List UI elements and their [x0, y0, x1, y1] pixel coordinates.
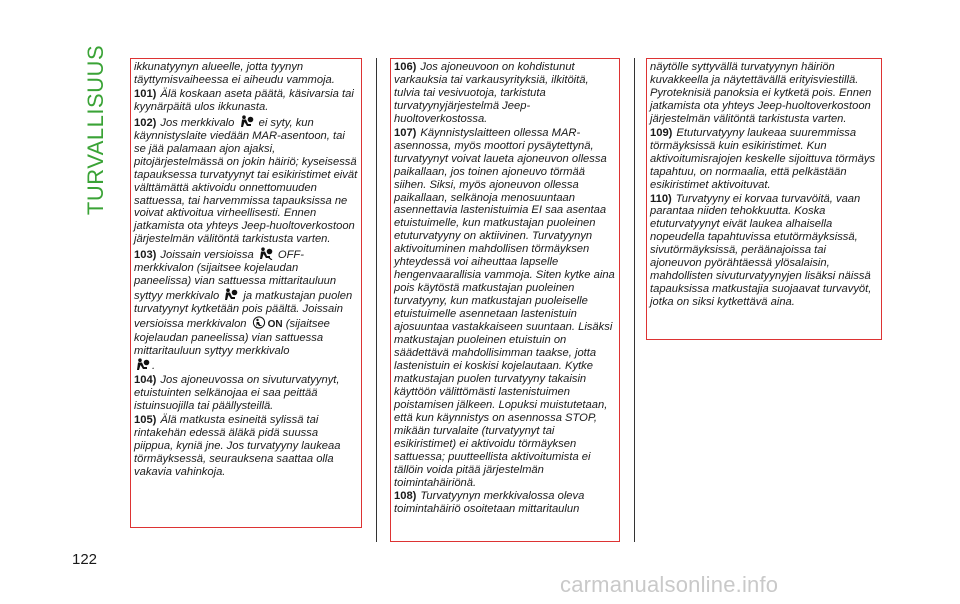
note-text: Älä matkusta esineitä sylissä tai rintakehän edessä äläkä pidä suussa piippua, kyniä jne. Jos turvatyyny laukeaa törmäyksessä, seurauksena saattaa olla vakavia vahinkoja.	[134, 413, 341, 478]
note-text: OFF-merkkivalon (sijaitsee kojelaudan paneelissa) vian sattuessa mittaritauluun syttyy merkkivalo	[134, 249, 337, 303]
note-108	[394, 490, 616, 516]
note-110	[650, 193, 878, 310]
note-text: Jos ajoneuvoon on kohdistunut varkauksia tai varkausyrityksiä, ilkitöitä, tulvia tai vesivuotoja, tarkistuta turvatyynyjärjestelmä Jeep-huoltoverkostossa.	[394, 61, 589, 125]
note-106	[394, 61, 616, 126]
page-number: 122	[72, 551, 98, 568]
note-number: 110)	[650, 192, 672, 205]
note-101	[134, 88, 358, 114]
airbag-warning-icon	[240, 115, 254, 128]
note-109	[650, 127, 878, 192]
note-text: Turvatyyny ei korvaa turvavöitä, vaan parantaa niiden tehokkuutta. Koska etuturvatyynyt eivät laukea alhaisella nopeudella tapahtuvissa etutörmäyksissä, sivutörmäyksissä, peräänajoissa tai ajoneuvon pyörähtäessä ylösalaisin, mahdollisten sivuturvatyynyjen lisäksi näissä tapauksissa matkustajia suojaavat turvavyöt, jotka on siksi kytkettävä aina.	[650, 192, 872, 309]
note-107	[394, 127, 616, 490]
note-text: Etuturvatyyny laukeaa suuremmissa törmäyksissä kuin esikiristimet. Kun aktivoitumisrajojen keskelle sijoittuva törmäys tapahtuu, on normaalia, että pelkästään esikiristimet aktivoituvat.	[650, 126, 876, 191]
note-number: 104)	[134, 373, 157, 386]
note-102	[134, 115, 358, 247]
note-number: 108)	[394, 490, 417, 503]
airbag-off-icon	[259, 247, 273, 260]
column-1	[130, 58, 362, 528]
note-text: Jos ajoneuvossa on sivuturvatyynyt, etuistuinten selkänojaa ei saa peittää istuinsuojilla tai päällysteillä.	[134, 373, 340, 412]
on-label: ON	[267, 319, 283, 331]
note-text: ei syty, kun käynnistyslaite viedään MAR-asentoon, tai se jää palamaan ajon ajaksi, pitojärjestelmässä on jokin häiriö; kyseisessä tapauksessa turvatyynyt tai esikiristimet eivät välttämättä aktivoidu onnettomuuden sattuessa, tai harvemmissa tapauksissa ne voivat aktivoitua virheellisesti. Ennen jatkamista ota yhteys Jeep-huoltoverkostoon järjestelmän välitöntä tarkistusta varten.	[134, 116, 358, 246]
airbag-warning-icon	[136, 358, 150, 371]
note-text: Käynnistyslaitteen ollessa MAR-asennossa, myös moottori pysäytettynä, turvatyynyt voivat laueta ajoneuvon ollessa paikallaan, jos toinen ajoneuvo törmää siihen. Siksi, myös ajoneuvon ollessa paikallaan, selkänoja menosuuntaan asennettavia lastenistuimia EI saa asentaa etuistuimelle, kun matkustajan puoleinen etuturvatyyny on aktiivinen. Turvatyynyn aktivoituminen mahdollisen törmäyksen yhteydessä voi aiheuttaa lapselle hengenvaarallisia vammoja. Siten kytke aina pois käytöstä matkustajan puoleinen turvatyyny, kun matkustajan puoleiselle etuistuimelle asennetaan lastenistuin ajosuuntaa vastakkaiseen suuntaan. Lisäksi matkustajan puoleinen etuistuin on säädettävä mahdollisimman taakse, jotta lastenistuin ei koskisi kojelautaan. Kytke matkustajan puolen turvatyyny takaisin käyttöön välittömästi lastenistuimen poistamisen jälkeen. Lopuksi muistutetaan, että kun käynnistys on asennossa STOP, mikään turvalaite (turvatyynyt tai esikiristimet) ei aktivoidu törmäyksen sattuessa; puutteellista aktivoitumista ei tällöin voida pitää järjestelmän toimintahäiriönä.	[394, 126, 615, 489]
note-103	[134, 247, 358, 373]
note-number: 101)	[134, 87, 157, 100]
watermark: carmanualsonline.info	[560, 572, 779, 597]
column-3	[646, 58, 882, 340]
note-text: ja matkustajan puolen turvatyynyt kytketään pois päältä. Joissain versioissa merkkivalon	[134, 290, 353, 331]
note-text: Turvatyynyn merkkivalossa oleva toimintahäiriö osoitetaan mittaritaulun	[394, 490, 585, 516]
note-104	[134, 374, 358, 413]
note-text: Älä koskaan aseta päätä, käsivarsia tai kyynärpäitä ulos ikkunasta.	[134, 87, 354, 113]
note-number: 102)	[134, 116, 157, 129]
passenger-airbag-icon	[252, 316, 266, 329]
paragraph-intro: ikkunatyynyn alueelle, jotta tyynyn täyttymisvaiheessa ei aiheudu vammoja.	[134, 61, 335, 86]
note-text: Jos merkkivalo	[160, 116, 235, 129]
note-number: 103)	[134, 249, 157, 262]
airbag-warning-icon	[224, 288, 238, 301]
note-text: .	[152, 359, 156, 372]
note-text: (sijaitsee kojelaudan paneelissa) vian sattuessa mittaritauluun syttyy merkkivalo	[134, 318, 330, 358]
note-number: 105)	[134, 413, 157, 426]
section-title	[76, 40, 116, 220]
column-divider	[634, 58, 635, 542]
section-title-text: TURVALLISUUS	[83, 44, 108, 216]
column-divider	[376, 58, 377, 542]
column-2	[390, 58, 620, 542]
note-text: Joissain versioissa	[160, 249, 254, 262]
note-105	[134, 414, 358, 479]
note-number: 109)	[650, 126, 673, 139]
note-number: 106)	[394, 61, 417, 73]
paragraph-intro: näytölle syttyvällä turvatyynyn häiriön kuvakkeella ja näytettävällä erityisviestillä. Pyroteknisiä panoksia ei kytketä pois. Ennen jatkamista ota yhteys Jeep-huoltoverkostoon järjestelmän välitöntä tarkistusta varten.	[650, 61, 872, 125]
note-number: 107)	[394, 126, 417, 139]
